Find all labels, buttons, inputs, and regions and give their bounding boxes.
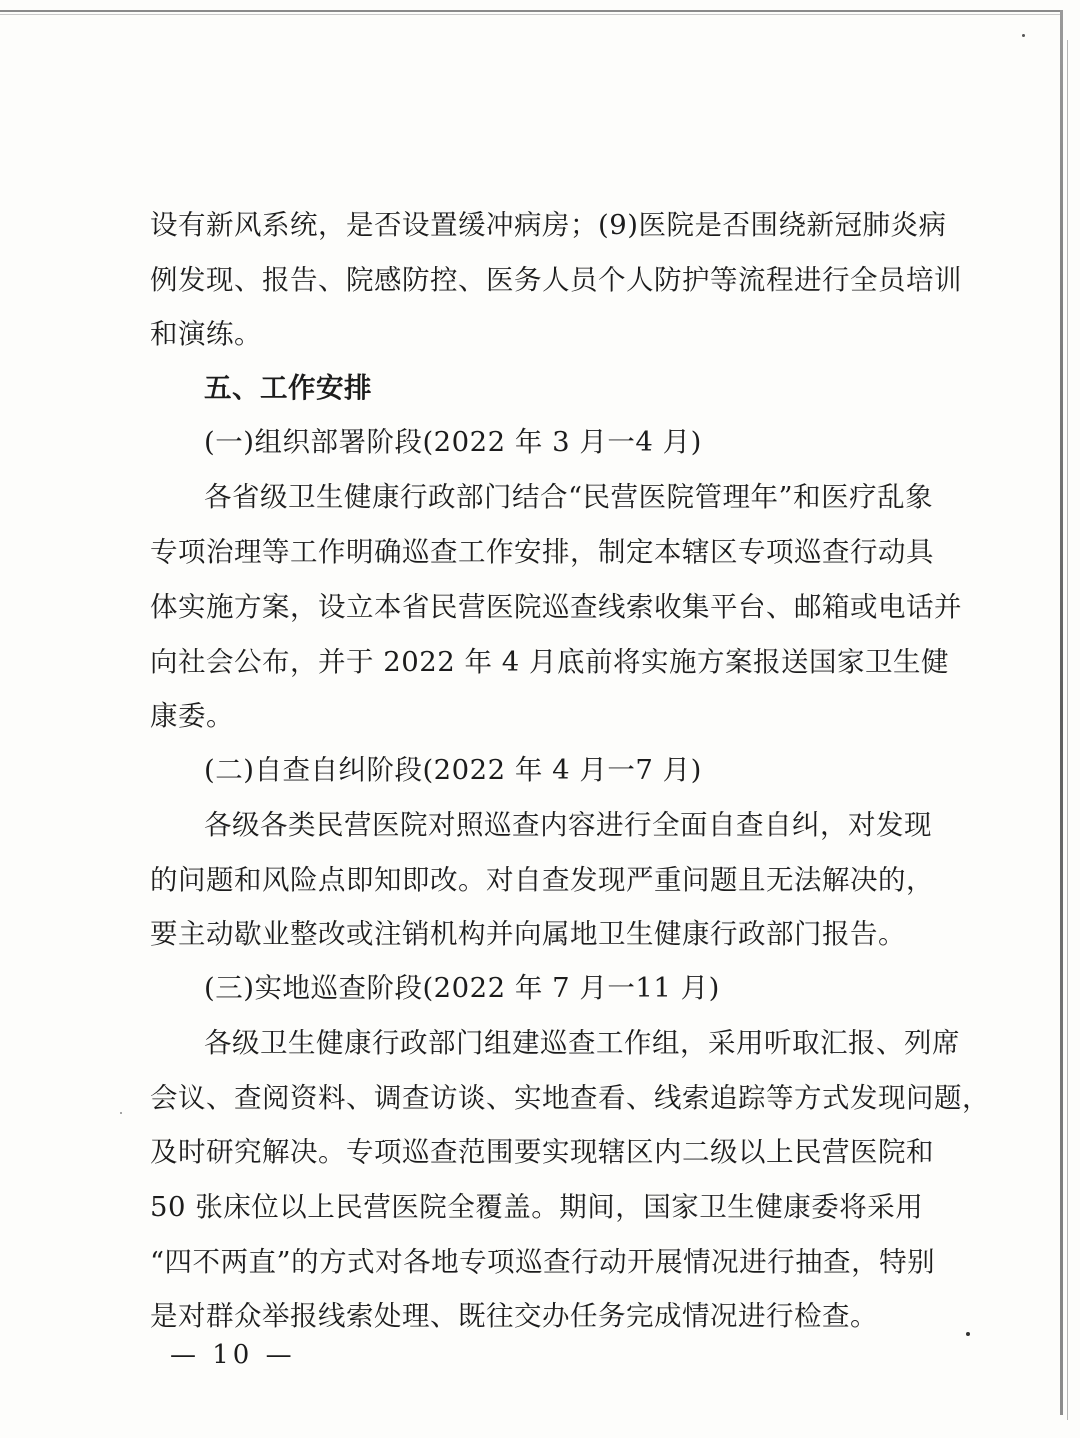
paragraph-line: 50 张床位以上民营医院全覆盖。期间，国家卫生健康委将采用: [150, 1191, 924, 1223]
paragraph-line: 会议、查阅资料、调查访谈、实地查看、线索追踪等方式发现问题，: [150, 1082, 990, 1114]
paragraph-line: 各级卫生健康行政部门组建巡查工作组，采用听取汇报、列席: [204, 1027, 960, 1059]
paragraph-line: 设有新风系统，是否设置缓冲病房；(9)医院是否围绕新冠肺炎病: [150, 209, 947, 241]
paragraph-line: 各级各类民营医院对照巡查内容进行全面自查自纠，对发现: [204, 809, 932, 841]
paragraph-line: “四不两直”的方式对各地专项巡查行动开展情况进行抽查，特别: [150, 1246, 936, 1278]
paragraph-line: 体实施方案，设立本省民营医院巡查线索收集平台、邮箱或电话并: [150, 591, 962, 623]
paragraph-line: 各省级卫生健康行政部门结合“民营医院管理年”和医疗乱象: [204, 481, 934, 513]
paragraph-line: 和演练。: [150, 318, 262, 350]
subsection-heading: (二)自查自纠阶段(2022 年 4 月一7 月): [204, 754, 702, 786]
subsection-heading: (三)实地巡查阶段(2022 年 7 月一11 月): [204, 972, 720, 1004]
subsection-heading: (一)组织部署阶段(2022 年 3 月一4 月): [204, 426, 702, 458]
paragraph-line: 的问题和风险点即知即改。对自查发现严重问题且无法解决的，: [150, 864, 934, 896]
paragraph-line: 专项治理等工作明确巡查工作安排，制定本辖区专项巡查行动具: [150, 536, 934, 568]
section-heading: 五、工作安排: [204, 372, 372, 404]
paragraph-line: 向社会公布，并于 2022 年 4 月底前将实施方案报送国家卫生健: [150, 646, 949, 678]
page-number: — 10 —: [170, 1340, 296, 1370]
paragraph-line: 要主动歇业整改或注销机构并向属地卫生健康行政部门报告。: [150, 918, 906, 950]
paragraph-line: 是对群众举报线索处理、既往交办任务完成情况进行检查。: [150, 1300, 878, 1332]
paragraph-line: 康委。: [150, 700, 234, 732]
paragraph-line: 及时研究解决。专项巡查范围要实现辖区内二级以上民营医院和: [150, 1136, 934, 1168]
paragraph-line: 例发现、报告、院感防控、医务人员个人防护等流程进行全员培训: [150, 264, 962, 296]
